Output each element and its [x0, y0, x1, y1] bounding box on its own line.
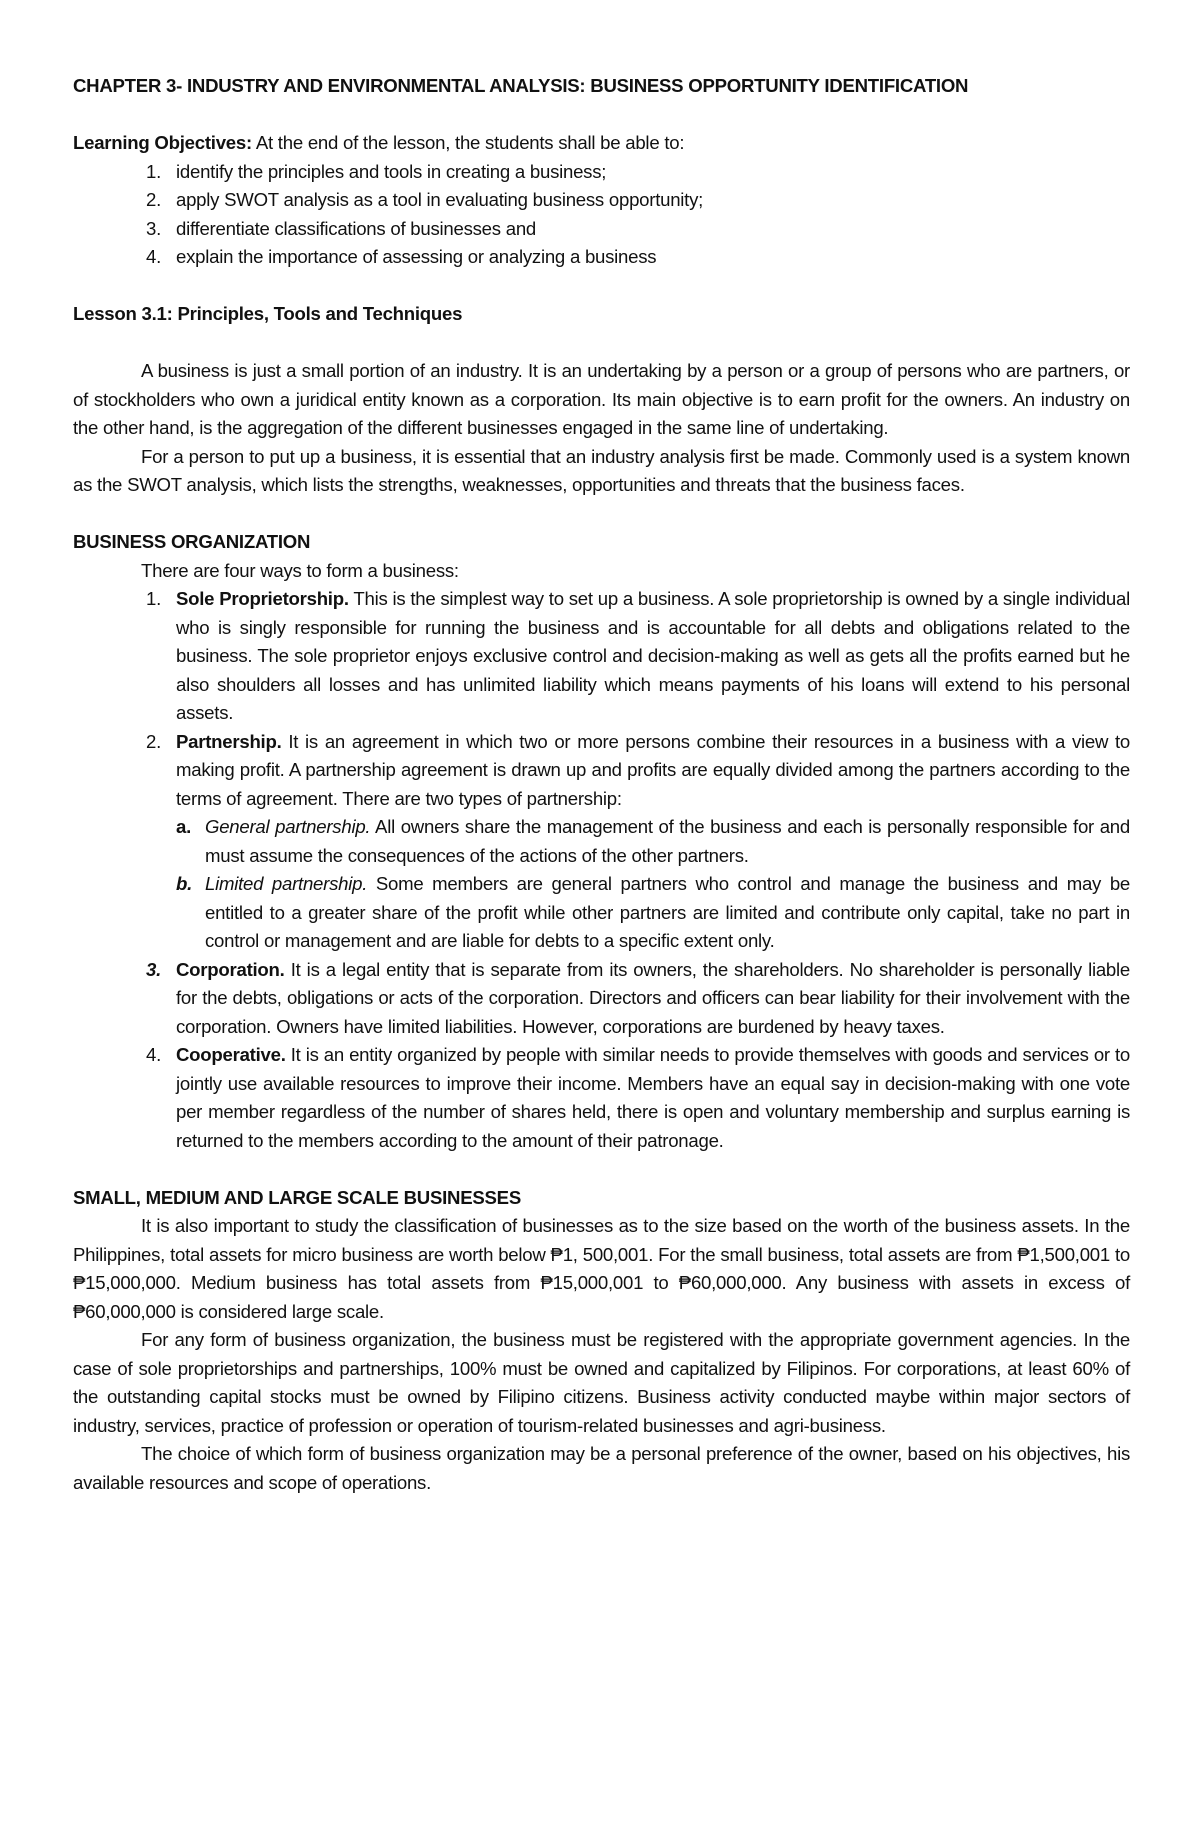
item-text: It is an agreement in which two or more persons combine their resources in a business with a view to making profit. A partnership agreement is drawn up and profits are equally divided among the partners according to the terms of agreement. There are two types of partnership:	[176, 730, 1130, 809]
section-intro: There are four ways to form a business:	[141, 559, 459, 581]
lesson-heading: Lesson 3.1: Principles, Tools and Techniques	[73, 303, 463, 324]
business-forms-list	[73, 585, 1130, 1155]
learning-objectives-intro	[73, 129, 1130, 158]
item-number: 1.	[146, 160, 162, 182]
item-term: Limited partnership.	[205, 873, 368, 894]
objectives-label: Learning Objectives:	[73, 132, 252, 153]
section-heading: BUSINESS ORGANIZATION	[73, 531, 311, 552]
item-number: 2.	[146, 189, 162, 210]
item-term: Partnership.	[176, 730, 282, 752]
item-text: differentiate classifications of businesses and	[176, 217, 536, 239]
item-term: Cooperative.	[176, 1044, 286, 1065]
item-text: explain the importance of assessing or analyzing a business	[176, 246, 657, 267]
item-number: 2.	[146, 730, 162, 752]
item-text: apply SWOT analysis as a tool in evaluating business opportunity;	[176, 189, 704, 210]
paragraph: It is also important to study the classification of businesses as to the size based on the worth of the business assets. In the Philippines, total assets for micro business are worth below ₱1, 500,001. For the small business, total assets are from ₱1,500,001 to ₱15,000,000. Medium business has total assets from ₱15,000,001 to ₱60,000,000. Any business with assets in excess of ₱60,000,000 is considered large scale.	[73, 1215, 1130, 1322]
item-letter: a.	[176, 816, 192, 837]
list-item	[73, 158, 1130, 187]
item-number: 3.	[146, 217, 162, 239]
section-heading: SMALL, MEDIUM AND LARGE SCALE BUSINESSES	[73, 1186, 521, 1208]
item-letter: b.	[176, 873, 193, 894]
item-text: It is an entity organized by people with similar needs to provide themselves with goods and services or to jointly use available resources to improve their income. Members have an equal say in decision-making with one vote per member regardless of the number of shares held, there is open and voluntary membership and surplus earning is returned to the members according to the amount of their patronage.	[176, 1044, 1130, 1151]
item-text: All owners share the management of the business and each is personally responsible for and must assume the consequences of the actions of the other partners.	[205, 816, 1130, 866]
objectives-intro-text: At the end of the lesson, the students shall be able to:	[251, 132, 685, 153]
paragraph: A business is just a small portion of an industry. It is an undertaking by a person or a group of persons who are partners, or of stockholders who own a juridical entity known as a corporation. Its main objective is to earn profit for the owners. An industry on the other hand, is the aggregation of the different businesses engaged in the same line of undertaking.	[73, 360, 1130, 438]
paragraph: For a person to put up a business, it is essential that an industry analysis first be made. Commonly used is a system known as the SWOT analysis, which lists the strengths, weaknesses, opportunities and threats that the business faces.	[73, 445, 1130, 495]
paragraph: The choice of which form of business organization may be a personal preference of the owner, based on his objectives, his available resources and scope of operations.	[73, 1443, 1130, 1493]
item-number: 4.	[146, 246, 162, 267]
item-term: General partnership.	[205, 816, 371, 837]
item-number: 4.	[146, 1044, 162, 1065]
item-text: identify the principles and tools in creating a business;	[176, 160, 607, 182]
sub-list-item	[73, 870, 1130, 956]
paragraph: For any form of business organization, the business must be registered with the appropriate government agencies. In the case of sole proprietorships and partnerships, 100% must be owned and capitalized by Filipinos. For corporations, at least 60% of the outstanding capital stocks must be owned by Filipino citizens. Business activity conducted maybe within major sectors of industry, services, practice of profession or operation of tourism-related businesses and agri-business.	[73, 1329, 1130, 1436]
list-item	[73, 585, 1130, 728]
chapter-title: CHAPTER 3- INDUSTRY AND ENVIRONMENTAL ANALYSIS: BUSINESS OPPORTUNITY IDENTIFICATION	[73, 75, 969, 96]
item-term: Corporation.	[176, 958, 285, 980]
list-item	[73, 728, 1130, 814]
item-number: 1.	[146, 588, 162, 609]
list-item	[73, 215, 1130, 244]
item-number: 3.	[146, 958, 162, 980]
document-page	[73, 72, 1130, 1497]
objectives-list	[73, 158, 1130, 272]
list-item	[73, 1041, 1130, 1155]
item-text: It is a legal entity that is separate from its owners, the shareholders. No shareholder is personally liable for the debts, obligations or acts of the corporation. Directors and officers can bear liability for their involvement with the corporation. Owners have limited liabilities. However, corporations are burdened by heavy taxes.	[176, 958, 1130, 1037]
item-term: Sole Proprietorship.	[176, 588, 349, 609]
sub-list-item	[73, 813, 1130, 870]
list-item	[73, 243, 1130, 272]
list-item	[73, 186, 1130, 215]
item-text: This is the simplest way to set up a business. A sole proprietorship is owned by a single individual who is singly responsible for running the business and is accountable for all debts and obligations related to the business. The sole proprietor enjoys exclusive control and decision-making as well as gets all the profits earned but he also shoulders all losses and has unlimited liability which means payments of his loans will extend to his personal assets.	[176, 588, 1130, 723]
list-item	[73, 956, 1130, 1042]
item-text: Some members are general partners who control and manage the business and may be entitled to a greater share of the profit while other partners are limited and contribute only capital, take no part in control or management and are liable for debts to a specific extent only.	[205, 873, 1131, 951]
